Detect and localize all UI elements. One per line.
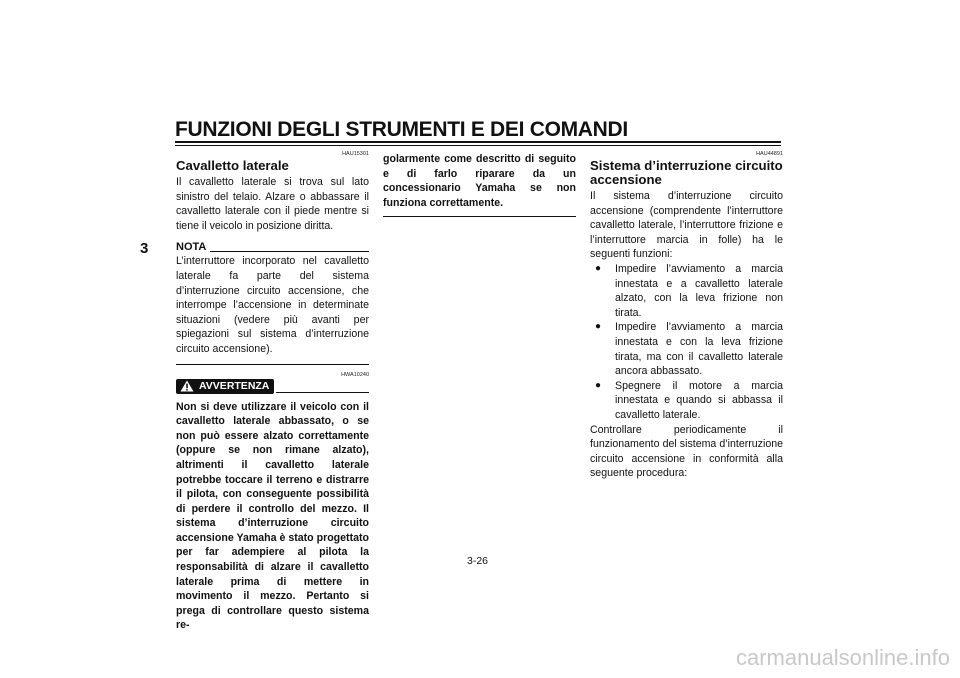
outro-paragraph: Controllare periodicamente il funzionamento del sistema d’interruzione circuito accensione in conformità alla seguente procedura:	[590, 423, 783, 480]
section-code: HAU15301	[342, 151, 369, 157]
intro-paragraph: Il cavalletto laterale si trova sul lato sinistro del telaio. Alzare o abbassare il cavalletto laterale con il piede mentre si tiene il veicolo in posizione diritta.	[176, 176, 369, 232]
warning-badge	[176, 379, 274, 394]
bullet-icon: ●	[595, 262, 602, 274]
list-item	[590, 262, 783, 320]
page-title: FUNZIONI DEGLI STRUMENTI E DEI COMANDI	[175, 118, 628, 141]
warning-continued-paragraph: golarmente come descritto di seguito e di farlo riparare da un concessionario Yamaha se non funziona correttamente.	[383, 153, 576, 209]
warning-code: HWA10240	[341, 371, 369, 378]
section-code: HAU44891	[756, 151, 783, 157]
warning-label: AVVERTENZA	[199, 379, 270, 392]
list-item	[590, 379, 783, 423]
list-item-text: Impedire l’avviamento a marcia innestata e a cavalletto laterale alzato, con la leva frizione non tirata.	[615, 262, 783, 319]
section-heading: Cavalletto laterale	[176, 158, 289, 173]
nota-paragraph: L’interruttore incorporato nel cavalletto laterale fa parte del sistema d’interruzione circuito accensione, che interrompe l’accensione in determinate situazioni (vedere più avanti per spiegazioni sul sistema d’interruzione circuito accensione).	[176, 255, 369, 355]
function-list	[590, 262, 783, 423]
column-3	[590, 150, 783, 481]
title-rule	[175, 141, 781, 143]
list-item	[590, 320, 783, 378]
title-rule-thin	[175, 145, 781, 146]
warning-rule	[276, 392, 369, 393]
warning-paragraph: Non si deve utilizzare il veicolo con il cavalletto laterale abbassato, o se non può essere alzato correttamente (oppure se non rimane alzato), altrimenti il cavalletto laterale potrebbe toccare il terreno e distrarre il pilota, con conseguente possibilità di perdere il controllo del mezzo. Il sistema d’interruzione circuito accensione Yamaha è stato progettato per far adempiere al pilota la responsabilità di alzare il cavalletto laterale prima di mettere in movimento il mezzo. Pertanto si prega di controllare questo sistema re-	[176, 400, 369, 632]
nota-end-rule	[176, 364, 369, 365]
watermark[interactable]: carmanualsonline.info	[735, 645, 950, 670]
column-2	[383, 152, 576, 217]
section-heading: Sistema d’interruzione circuito accensione	[590, 158, 783, 187]
bullet-icon: ●	[595, 321, 602, 333]
intro-paragraph: Il sistema d’interruzione circuito accensione (comprendente l’interruttore cavalletto laterale, l’interruttore frizione e l’interruttore marcia in folle) ha le seguenti funzioni:	[590, 190, 783, 261]
bullet-icon: ●	[595, 379, 602, 391]
warning-end-rule	[383, 216, 576, 217]
list-item-text: Spegnere il motore a marcia innestata e quando si abbassa il cavalletto laterale.	[615, 379, 783, 421]
warning-triangle-icon	[180, 380, 194, 392]
list-item-text: Impedire l’avviamento a marcia innestata e con la leva frizione tirata, ma con il cavalletto laterale ancora abbassato.	[615, 321, 783, 378]
warning-header	[176, 379, 369, 394]
chapter-tab: 3	[140, 240, 149, 257]
nota-rule	[210, 251, 369, 252]
nota-label: NOTA	[176, 241, 207, 254]
column-1	[176, 150, 369, 633]
page-number: 3-26	[467, 555, 489, 567]
nota-header	[176, 241, 369, 253]
